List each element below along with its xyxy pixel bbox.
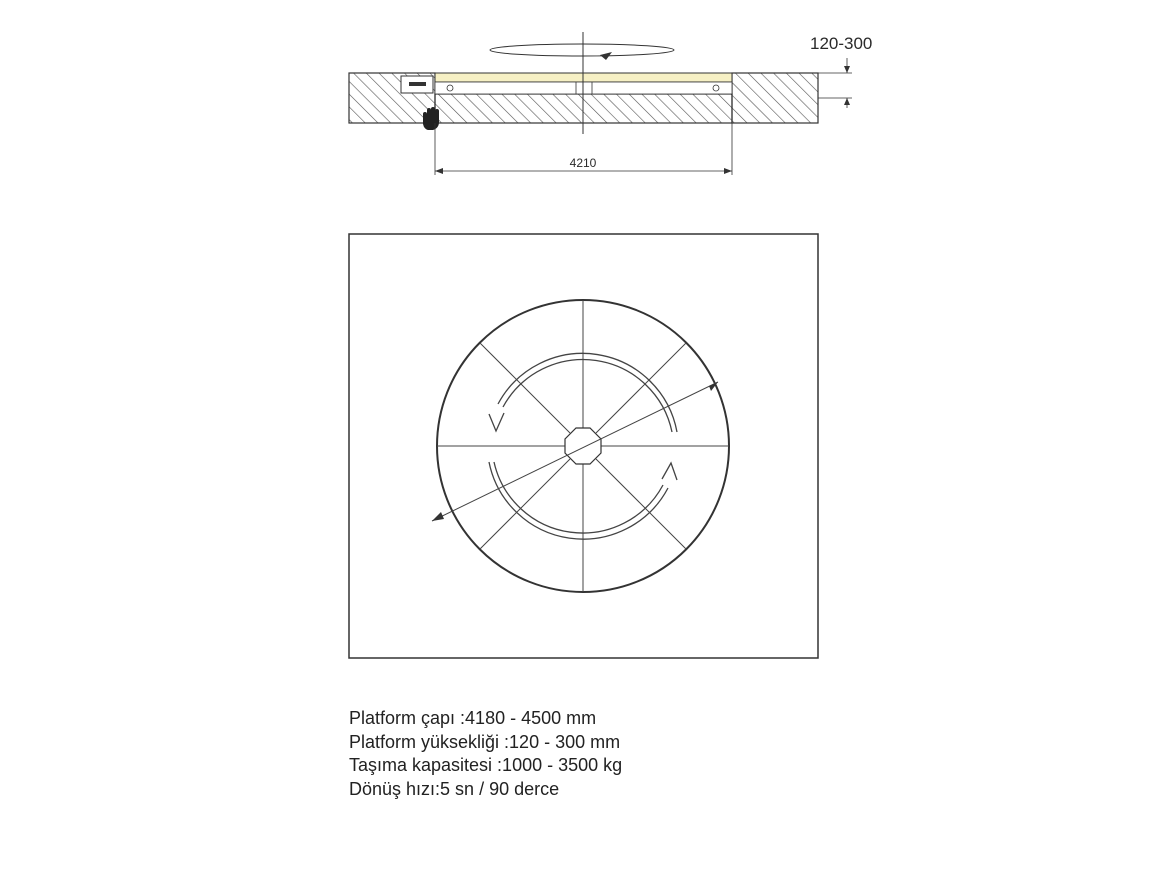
specifications-list bbox=[349, 707, 622, 801]
rotation-arrow bbox=[490, 44, 674, 60]
spec-load-capacity: Taşıma kapasitesi :1000 - 3500 kg bbox=[349, 755, 623, 775]
side-section-view bbox=[349, 32, 872, 175]
spec-rotation-speed: Dönüş hızı:5 sn / 90 derce bbox=[349, 778, 560, 799]
spec-platform-diameter: Platform çapı :4180 - 4500 mm bbox=[349, 708, 597, 728]
height-dimension bbox=[810, 34, 872, 108]
spec-platform-height: Platform yüksekliği :120 - 300 mm bbox=[349, 731, 621, 752]
center-bearing bbox=[576, 82, 592, 94]
height-dimension-label: 120-300 bbox=[810, 34, 873, 53]
ground-right bbox=[732, 73, 818, 123]
width-dimension-label: 4210 bbox=[569, 156, 597, 170]
plan-view bbox=[349, 234, 818, 658]
center-hub bbox=[565, 428, 601, 464]
